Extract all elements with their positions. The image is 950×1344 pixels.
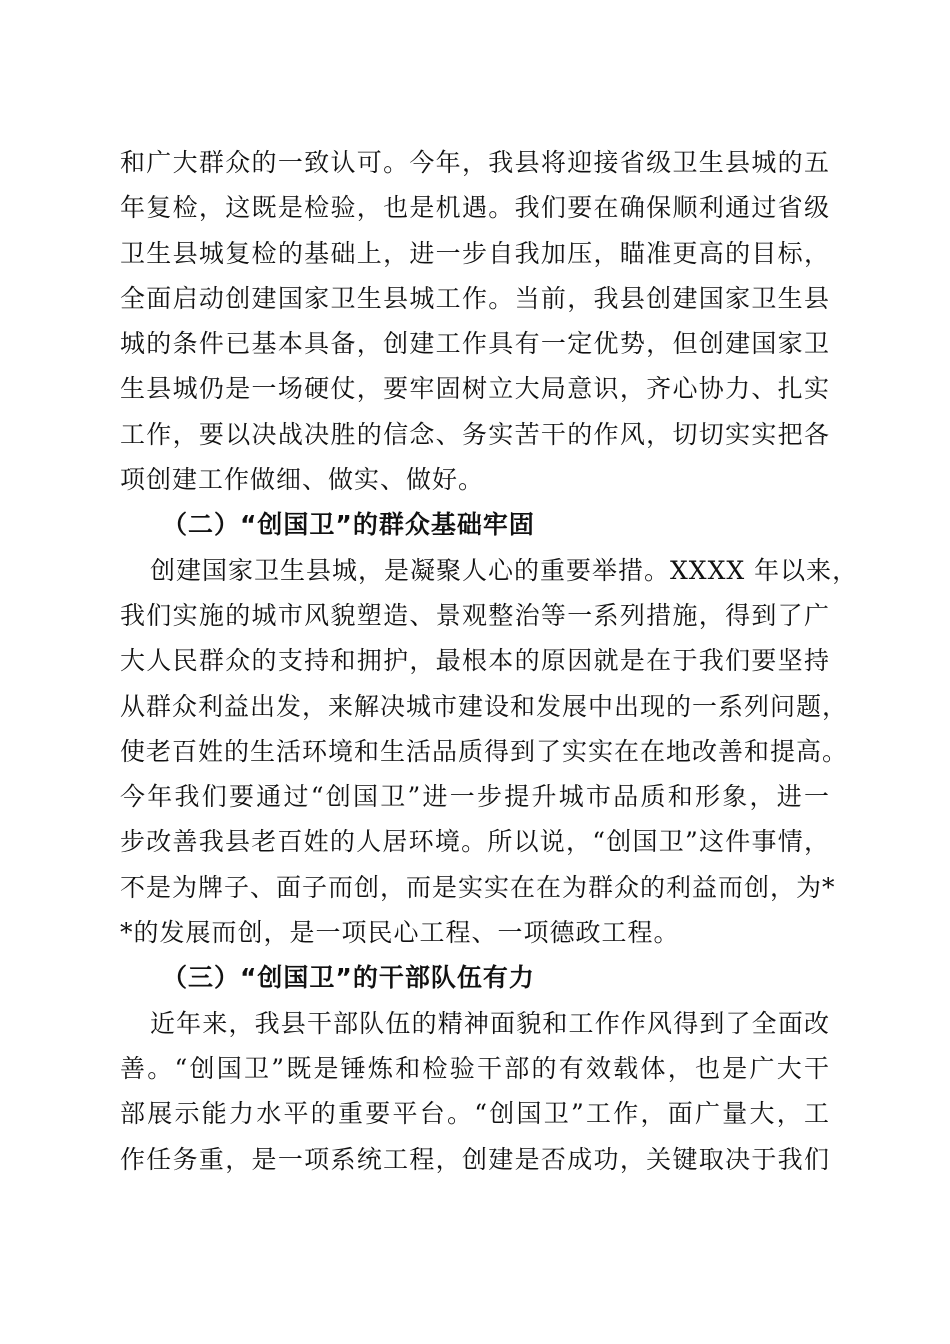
- text-line: 年复检，这既是检验，也是机遇。我们要在确保顺利通过省级: [120, 193, 830, 223]
- section-heading-3: （三）“创国卫”的干部队伍有力: [162, 963, 535, 993]
- text-line: 大人民群众的支持和拥护，最根本的原因就是在于我们要坚持: [120, 646, 830, 676]
- text-line: *的发展而创，是一项民心工程、一项德政工程。: [120, 918, 680, 948]
- text-line: 使老百姓的生活环境和生活品质得到了实实在在地改善和提高。: [120, 736, 849, 766]
- text-line: 步改善我县老百姓的人居环境。所以说，“创国卫”这件事情，: [120, 827, 830, 857]
- paragraph-mass-base: [120, 548, 859, 956]
- text-line: 创建国家卫生县城，是凝聚人心的重要举措。XXXX 年以来，: [150, 555, 859, 585]
- section-heading-2: （二）“创国卫”的群众基础牢固: [162, 510, 535, 540]
- text-line: 近年来，我县干部队伍的精神面貌和工作作风得到了全面改: [150, 1008, 830, 1038]
- paragraph-continuation: [120, 140, 830, 502]
- text-line: 项创建工作做细、做实、做好。: [120, 465, 485, 495]
- text-line: 我们实施的城市风貌塑造、景观整治等一系列措施，得到了广: [120, 600, 830, 630]
- text-line: 城的条件已基本具备，创建工作具有一定优势，但创建国家卫: [120, 329, 830, 359]
- text-line: 和广大群众的一致认可。今年，我县将迎接省级卫生县城的五: [120, 148, 830, 177]
- text-line: 善。“创国卫”既是锤炼和检验干部的有效载体，也是广大干: [120, 1053, 830, 1083]
- text-line: 部展示能力水平的重要平台。“创国卫”工作，面广量大，工: [120, 1099, 830, 1129]
- text-line: 工作，要以决战决胜的信念、务实苦干的作风，切切实实把各: [120, 419, 830, 449]
- text-line: 今年我们要通过“创国卫”进一步提升城市品质和形象，进一: [120, 782, 830, 812]
- paragraph-cadre-team: [120, 1001, 830, 1182]
- text-line: 不是为牌子、面子而创，而是实实在在为群众的利益而创，为*: [120, 872, 836, 902]
- text-line: 全面启动创建国家卫生县城工作。当前，我县创建国家卫生县: [120, 283, 830, 313]
- text-line: 卫生县城复检的基础上，进一步自我加压，瞄准更高的目标，: [120, 238, 830, 268]
- text-line: 生县城仍是一场硬仗，要牢固树立大局意识，齐心协力、扎实: [120, 374, 830, 404]
- text-line: 从群众利益出发，来解决城市建设和发展中出现的一系列问题，: [120, 691, 849, 721]
- document-body: [120, 140, 859, 1182]
- text-line: 作任务重，是一项系统工程，创建是否成功，关键取决于我们: [120, 1144, 830, 1174]
